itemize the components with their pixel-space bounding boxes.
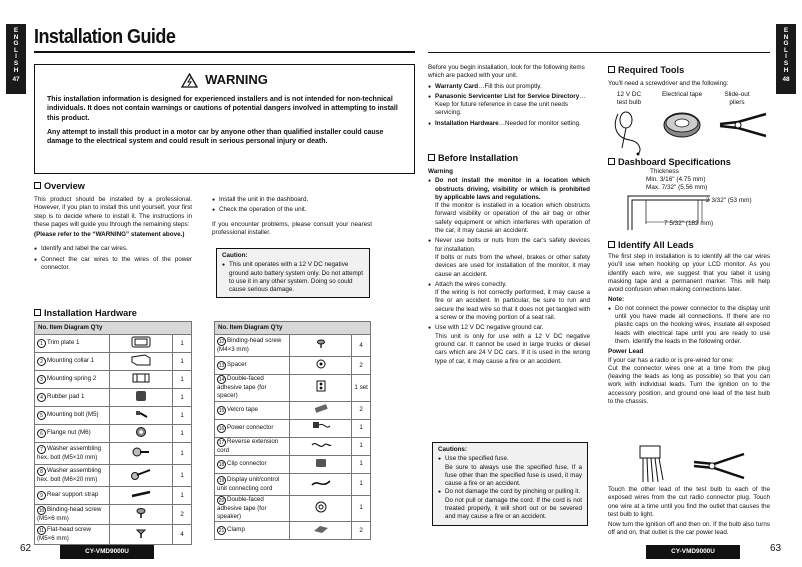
- item-qty: 4: [352, 335, 371, 357]
- item-qty: 1: [352, 437, 371, 455]
- item-diagram-cell: [110, 487, 173, 505]
- tab-letter: H: [13, 66, 19, 74]
- item-name-cell: [215, 437, 290, 455]
- item-name-cell: [35, 525, 110, 545]
- item-diagram-cell: [289, 357, 351, 375]
- item-diagram-cell: [289, 335, 351, 357]
- intro-paragraph: Before you begin installation, look for the following items which are packed with your unit.: [428, 64, 585, 80]
- overview-bullet: ● Check the operation of the unit.: [212, 206, 372, 214]
- title-rule-right: [428, 52, 770, 53]
- item-number: 13: [218, 363, 225, 370]
- overview-heading-text: Overview: [44, 181, 85, 191]
- warning-label: Warning: [428, 168, 453, 175]
- item-name-cell: [35, 335, 110, 353]
- overview-bullet: ● Install the unit in the dashboard.: [212, 196, 372, 204]
- item-diagram-cell: [110, 443, 173, 465]
- spacer-icon: [310, 358, 332, 370]
- connecting-cord-icon: [310, 477, 332, 489]
- power-lead-label: Power Lead: [608, 348, 644, 356]
- before-installation-column: [428, 168, 590, 368]
- item-number: 3: [37, 375, 46, 384]
- caution-item-text: Do not pull or damage the cord. If the cord is not treated properly, it will short out or be severed and may cause a fire or an accident.: [445, 496, 582, 521]
- note-label: Note:: [608, 296, 625, 304]
- table-row: [215, 437, 371, 455]
- dash-min-label: Min. 3/16" (4.75 mm): [646, 176, 706, 183]
- caution-item: ● Use the specified fuse.: [438, 455, 582, 463]
- item-number: 4: [37, 393, 46, 402]
- caution-item-text: Be sure to always use the specified fuse. If a fuse other than the specified fuse is used, it may cause a fire or an accident.: [445, 463, 582, 488]
- item-qty: 2: [173, 505, 192, 525]
- item-diagram-cell: [110, 353, 173, 371]
- section-box-icon: [608, 66, 615, 73]
- support-strap-icon: [130, 488, 152, 500]
- item-qty: 1: [173, 425, 192, 443]
- item-number: 18: [218, 461, 225, 468]
- electrical-tape-icon: [662, 110, 702, 140]
- rubber-pad-icon: [130, 390, 152, 402]
- before-installation-heading: [428, 152, 518, 164]
- intro-item: [428, 83, 590, 91]
- item-name: Power connector: [227, 423, 274, 431]
- caution-title: Caution:: [222, 252, 248, 259]
- item-name-cell: [215, 375, 290, 401]
- table-row: [35, 487, 192, 505]
- trim-plate-icon: [130, 336, 152, 348]
- table-row: [35, 407, 192, 425]
- overview-left-column: [34, 196, 192, 274]
- item-number: 15: [218, 407, 225, 414]
- table-row: [215, 495, 371, 521]
- item-name: Double-faced adhesive tape (for spacer): [217, 375, 267, 400]
- item-name-cell: [215, 357, 290, 375]
- item-name: Clip connector: [227, 459, 267, 467]
- intro-item-text: …Fill this out promptly.: [478, 82, 542, 90]
- intro-item: [428, 120, 590, 128]
- item-name: Velcro tape: [227, 405, 258, 413]
- item-diagram-cell: [110, 335, 173, 353]
- table-row: [35, 371, 192, 389]
- leads-column: [608, 253, 770, 408]
- intro-column: [428, 64, 590, 130]
- language-tab-right: [776, 24, 796, 94]
- overview-paragraph-3: If you encounter problems, please consult your nearest professional installer.: [212, 220, 372, 236]
- section-box-icon: [34, 182, 41, 189]
- warning-heading-text: WARNING: [205, 72, 268, 87]
- leads-column-bottom: [608, 486, 770, 540]
- tab-letter: L: [14, 46, 18, 54]
- item-qty: 1: [173, 465, 192, 487]
- table-header: No. Item Diagram Q'ty: [35, 322, 192, 335]
- item-name: Binding-head screw (M4×3 mm): [217, 337, 282, 354]
- item-name-cell: [35, 407, 110, 425]
- item-number: 10: [38, 508, 45, 515]
- warning-item-text: If the monitor is installed in a location which obstructs forward visibility or operation of the air bag or other safety equipment or which interferes with operation of the car, it may cause an accident.: [435, 202, 590, 235]
- item-name: Flange nut (M6): [47, 429, 91, 437]
- item-diagram-cell: [289, 437, 351, 455]
- item-diagram-cell: [289, 473, 351, 495]
- warning-item: ● Use with 12 V DC negative ground car.: [428, 324, 590, 332]
- item-number: 20: [218, 497, 225, 504]
- hardware-table-right: [214, 321, 371, 540]
- washer-bolt-icon: [130, 446, 152, 458]
- tool-label: Slide-out pliers: [724, 91, 750, 106]
- section-box-icon: [608, 241, 615, 248]
- table-row: [215, 455, 371, 473]
- item-number: 17: [218, 439, 225, 446]
- power-connector-icon: [310, 420, 332, 432]
- table-row: [35, 465, 192, 487]
- tab-letter: L: [784, 46, 788, 54]
- warning-item-text: If bolts or nuts from the wheel, brakes or other safety devices are used for installation of the monitor, it may cause an accident.: [435, 253, 590, 278]
- item-qty: 1: [352, 455, 371, 473]
- leads-paragraph-4: Touch the other lead of the test bulb to each of the exposed wires from the cut radio connector plug. Touch one wire at a time until you find the outlet that causes the test bulb to light.: [608, 486, 770, 518]
- warning-item: ● Never use bolts or nuts from the car's safety devices for installation.: [428, 237, 590, 254]
- mounting-bolt-icon: [130, 408, 152, 420]
- table-row: [215, 357, 371, 375]
- overview-bullet: ● Connect the car wires to the wires of the power connector.: [34, 256, 192, 273]
- item-name-cell: [215, 473, 290, 495]
- dash-height-label: 2 3/32" (53 mm): [706, 197, 752, 204]
- item-name-cell: [215, 335, 290, 357]
- tool-label: Electrical tape: [662, 91, 703, 98]
- velcro-tape-icon: [310, 402, 332, 414]
- hardware-heading-text: Installation Hardware: [44, 308, 137, 318]
- warning-paragraph-2: Any attempt to install this product in a motor car by anyone other than qualified installer could cause damage to the electrical system and could result in serious personal injury or death.: [47, 129, 384, 146]
- flat-screw-icon: [130, 527, 152, 539]
- leads-paragraph-5: Now turn the ignition off and then on. If the bulb also turns off and on, that outlet is the car power lead.: [608, 521, 770, 537]
- item-diagram-cell: [289, 401, 351, 419]
- item-name: Washer assembling hex. bolt (M5×10 mm): [37, 445, 102, 462]
- warning-item: ● Do not install the monitor in a location which obstructs driving, visibility or which is prohibited by applicable laws and regulations.: [428, 177, 590, 202]
- table-row: [35, 443, 192, 465]
- overview-paragraph-2: (Please refer to the “WARNING” statement above.): [34, 231, 185, 239]
- item-qty: 2: [352, 522, 371, 540]
- table-row: [35, 425, 192, 443]
- leads-paragraph-1: The first step in installation is to identify all the car wires you'll use when hooking up your LCD monitor. As you identify each wire, we suggest that you label it using masking tape and a permanent marker. This will help avoid confusion when making connections later.: [608, 253, 770, 294]
- pliers-icon: [718, 110, 768, 140]
- item-name: Trim plate 1: [47, 339, 80, 347]
- item-number: 2: [37, 357, 46, 366]
- item-number: 5: [37, 411, 46, 420]
- item-name: Flat-head screw (M5×6 mm): [37, 526, 92, 543]
- dash-heading-text: Dashboard Specifications: [618, 157, 731, 167]
- item-qty: 1: [173, 443, 192, 465]
- item-name: Clamp: [227, 526, 245, 534]
- flange-nut-icon: [130, 426, 152, 438]
- cautions-box: [432, 442, 588, 526]
- intro-item: [428, 93, 590, 118]
- overview-caution-box: [216, 248, 370, 298]
- item-name-cell: [215, 495, 290, 521]
- table-row: [215, 419, 371, 437]
- item-number: 12: [218, 339, 225, 346]
- item-qty: 2: [352, 401, 371, 419]
- item-name-cell: [35, 443, 110, 465]
- model-label-right: CY-VMD9000U: [646, 545, 740, 559]
- item-number: 7: [37, 445, 46, 454]
- table-row: [215, 401, 371, 419]
- caution-item: ● This unit operates with a 12 V DC negative ground auto battery system only. Do not attempt to use it in any other system. Doing so could cause serious damage.: [222, 261, 364, 294]
- tab-letter: S: [783, 59, 789, 67]
- tab-page-number: 47: [12, 76, 20, 84]
- table-header-row: [215, 322, 371, 335]
- warning-paragraph-1: This installation information is designed for experienced installers and is not intended for non-technical individuals. It does not contain warnings or cautions of potential dangers involved in attempting to install this product.: [47, 96, 398, 122]
- item-diagram-cell: [289, 455, 351, 473]
- item-name-cell: [35, 389, 110, 407]
- item-qty: 1: [173, 407, 192, 425]
- tab-letter: G: [783, 40, 789, 48]
- table-row: [215, 335, 371, 357]
- item-name-cell: [35, 487, 110, 505]
- page-title: Installation Guide: [34, 26, 176, 48]
- item-number: 6: [37, 429, 46, 438]
- adhesive-tape-icon: [310, 380, 332, 392]
- language-tab-left: [6, 24, 26, 94]
- cut-wires-illustration: [634, 444, 754, 486]
- before-heading-text: Before Installation: [438, 153, 519, 163]
- table-row: [35, 389, 192, 407]
- item-diagram-cell: [110, 465, 173, 487]
- table-row: [35, 353, 192, 371]
- intro-item-text: …Needed for monitor setting.: [498, 119, 581, 127]
- item-number: 11: [38, 528, 45, 535]
- item-name-cell: [215, 401, 290, 419]
- item-name: Reverse extension cord: [217, 437, 279, 454]
- item-qty: 1: [173, 335, 192, 353]
- tools-heading-text: Required Tools: [618, 65, 685, 75]
- tab-letter: E: [783, 27, 789, 34]
- item-number: 1: [37, 339, 46, 348]
- title-rule: [34, 51, 415, 53]
- tab-letter: N: [13, 33, 19, 41]
- item-name-cell: [35, 505, 110, 525]
- cautions-title: Cautions:: [438, 446, 468, 453]
- item-qty: 1: [352, 495, 371, 521]
- leads-paragraph-3: Cut the connector wires one at a time from the plug (leaving the leads as long as possible) so that you can work with individual leads. Turn the ignition on to the accessory position, and ground one lead of the test bulb to the chassis.: [608, 364, 770, 406]
- caution-item: ● Do not damage the cord by pinching or pulling it.: [438, 488, 582, 496]
- warning-box: [34, 64, 415, 174]
- table-row: [215, 473, 371, 495]
- tab-page-number: 48: [782, 76, 790, 84]
- section-box-icon: [428, 154, 435, 161]
- item-name: Mounting collar 1: [47, 357, 95, 365]
- dash-width-label: 7 5/32" (182 mm): [664, 220, 714, 227]
- item-name-cell: [35, 371, 110, 389]
- item-name: Rubber pad 1: [47, 393, 85, 401]
- item-qty: 1: [173, 371, 192, 389]
- item-name-cell: [35, 353, 110, 371]
- tab-letter: S: [13, 59, 19, 67]
- leads-paragraph-2: If your car has a radio or is pre-wired for one:: [608, 356, 734, 364]
- item-qty: 1: [173, 487, 192, 505]
- page-number-left: 62: [20, 543, 32, 554]
- tab-letter: H: [783, 66, 789, 74]
- overview-paragraph-1: This product should be installed by a professional. However, if you plan to install this unit yourself, your first step is to decide where to install it. The instructions in these pages will guide you through the remaining steps:: [34, 196, 192, 228]
- extension-cord-icon: [310, 439, 332, 451]
- dashboard-spec-heading: [608, 156, 731, 168]
- item-diagram-cell: [289, 522, 351, 540]
- item-name-cell: [35, 465, 110, 487]
- table-row: [215, 522, 371, 540]
- item-name: Mounting bolt (M5): [47, 411, 99, 419]
- test-bulb-icon: [612, 108, 652, 156]
- mounting-collar-icon: [130, 354, 152, 366]
- item-qty: 1 set: [352, 375, 371, 401]
- overview-bullet: ● Identify and label the car wires.: [34, 245, 192, 253]
- item-name: Display unit/control unit connecting cord: [217, 475, 280, 492]
- intro-item-bold: Installation Hardware: [435, 119, 499, 127]
- item-diagram-cell: [289, 375, 351, 401]
- item-diagram-cell: [110, 407, 173, 425]
- warning-item-text: This unit is only for use with a 12 V DC negative ground car. It cannot be used in large trucks or diesel cars which are 24 V DC cars. If it is used in the wrong type of car, it may cause a fire or an accident.: [435, 332, 590, 365]
- clip-connector-icon: [310, 457, 332, 469]
- item-name-cell: [215, 455, 290, 473]
- mounting-spring-icon: [130, 372, 152, 384]
- item-name-cell: [35, 425, 110, 443]
- item-number: 21: [218, 528, 225, 535]
- item-diagram-cell: [110, 389, 173, 407]
- page-number-right: 63: [770, 543, 782, 554]
- table-row: [35, 525, 192, 545]
- tab-letter: N: [783, 33, 789, 41]
- dash-max-label: Max. 7/32" (5.56 mm): [646, 184, 708, 191]
- section-box-icon: [608, 158, 615, 165]
- note-text: ● Do not connect the power connector to the display unit until you have made all connections. If there are no plastic caps on the hooking wires, insulate all exposed leads with electrical tape until you are ready to use them. Identify the leads in the following order.: [608, 305, 770, 346]
- leads-heading-text: Identify All Leads: [618, 240, 694, 250]
- item-diagram-cell: [110, 525, 173, 545]
- hardware-table-left: [34, 321, 192, 545]
- item-qty: 1: [352, 419, 371, 437]
- intro-item-bold: Warranty Card: [435, 82, 479, 90]
- item-diagram-cell: [289, 495, 351, 521]
- identify-leads-heading: [608, 239, 694, 251]
- table-row: [35, 335, 192, 353]
- item-qty: 1: [352, 473, 371, 495]
- item-qty: 4: [173, 525, 192, 545]
- washer-bolt-long-icon: [130, 468, 152, 480]
- item-number: 8: [37, 467, 46, 476]
- item-number: 14: [218, 377, 225, 384]
- item-diagram-cell: [110, 505, 173, 525]
- tab-letter: G: [13, 40, 19, 48]
- item-name: Mounting spring 2: [47, 375, 97, 383]
- item-name: Double-faced adhesive tape (for speaker): [217, 495, 267, 520]
- item-number: 19: [218, 477, 225, 484]
- item-number: 16: [218, 425, 225, 432]
- tab-letter: E: [13, 27, 19, 34]
- table-row: [35, 505, 192, 525]
- item-name: Washer assembling hex. bolt (M6×20 mm): [37, 467, 102, 484]
- item-qty: 1: [173, 353, 192, 371]
- section-box-icon: [34, 309, 41, 316]
- clamp-icon: [310, 523, 332, 535]
- item-number: 9: [37, 491, 46, 500]
- overview-heading: [34, 180, 85, 192]
- warning-item-text: If the wiring is not correctly performed, it may cause a fire or an accident. In particular, be sure to run and secure the lead wire so that it does not get tangled with a screw or the moving portion of a seat rail.: [435, 289, 590, 322]
- binding-screw-small-icon: [310, 338, 332, 350]
- intro-item-text: …Keep for future reference in case the unit needs servicing.: [435, 92, 586, 117]
- item-diagram-cell: [110, 425, 173, 443]
- item-diagram-cell: [289, 419, 351, 437]
- item-name: Rear support strap: [47, 491, 99, 499]
- table-header-row: [35, 322, 192, 335]
- tools-text: You'll need a screwdriver and the following:: [608, 80, 729, 87]
- item-name: Spacer: [227, 361, 247, 369]
- tab-letter: I: [15, 53, 17, 61]
- tab-letter: I: [785, 53, 787, 61]
- item-diagram-cell: [110, 371, 173, 389]
- item-name: Binding-head screw (M5×6 mm): [37, 506, 102, 523]
- item-qty: 1: [173, 389, 192, 407]
- model-label-left: CY-VMD9000U: [60, 545, 154, 559]
- warning-item: ● Attach the wires correctly.: [428, 281, 590, 289]
- table-row: [215, 375, 371, 401]
- item-name-cell: [215, 419, 290, 437]
- dash-thickness-label: Thickness: [650, 168, 679, 175]
- warning-triangle-icon: [181, 73, 198, 88]
- binding-screw-icon: [130, 507, 152, 519]
- speaker-tape-icon: [310, 501, 332, 513]
- tool-label: 12 V DC test bulb: [616, 91, 642, 106]
- item-name-cell: [215, 522, 290, 540]
- item-qty: 2: [352, 357, 371, 375]
- hardware-heading: [34, 307, 137, 319]
- overview-right-column: [212, 196, 372, 239]
- intro-item-bold: Panasonic Servicenter List for Service Directory: [435, 92, 580, 100]
- required-tools-heading: [608, 64, 684, 76]
- warning-heading: [47, 71, 402, 88]
- table-header: No. Item Diagram Q'ty: [215, 322, 371, 335]
